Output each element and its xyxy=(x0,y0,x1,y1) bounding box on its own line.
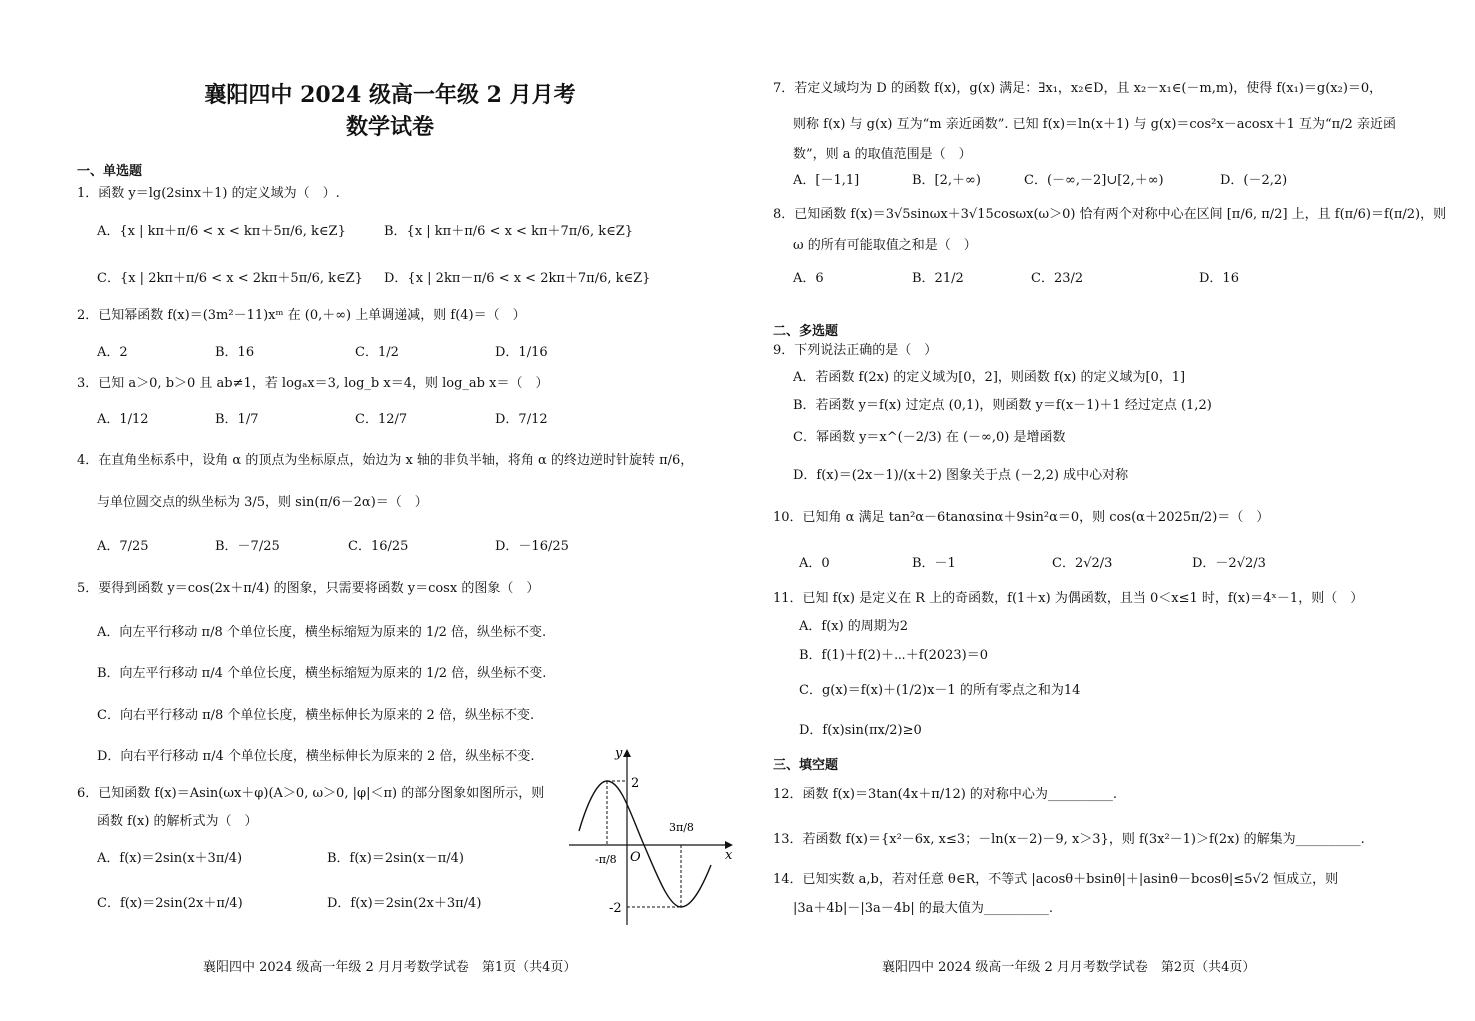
q11-option-a: A．f(x) 的周期为2 xyxy=(799,619,909,634)
q7-option-c: C．(－∞,－2]∪[2,＋∞) xyxy=(1024,173,1164,188)
q7-option-a: A．[－1,1] xyxy=(793,173,860,188)
graph-right-mark-label: 3π/8 xyxy=(669,821,694,834)
q6-option-a: A．f(x)＝2sin(x＋3π/4) xyxy=(97,851,243,866)
question-11: 11．已知 f(x) 是定义在 R 上的奇函数，f(1＋x) 为偶函数，且当 0＜x≤1 时，f(x)＝4ˣ－1，则（ ） xyxy=(773,591,1364,606)
q4-option-b: B．－7/25 xyxy=(215,539,280,554)
q3-option-d: D．7/12 xyxy=(495,412,548,427)
q7-option-b: B．[2,＋∞) xyxy=(912,173,981,188)
q6-option-d: D．f(x)＝2sin(2x＋3π/4) xyxy=(327,896,482,911)
question-4-line-2: 与单位圆交点的纵坐标为 3/5，则 sin(π/6－2α)＝（ ） xyxy=(97,495,428,510)
graph-origin-label: O xyxy=(630,850,641,865)
graph-min-label: -2 xyxy=(609,901,622,916)
q2-option-c: C．1/2 xyxy=(355,345,399,360)
q3-option-c: C．12/7 xyxy=(355,412,408,427)
question-2: 2．已知幂函数 f(x)＝(3m²－11)xᵐ 在 (0,＋∞) 上单调递减，则 f(4)＝（ ） xyxy=(77,308,526,323)
question-10: 10．已知角 α 满足 tan²α－6tanαsinα＋9sin²α＝0，则 cos(α＋2025π/2)＝（ ） xyxy=(773,510,1270,525)
question-12: 12．函数 f(x)＝3tan(4x＋π/12) 的对称中心为__________. xyxy=(773,787,1118,802)
q1-option-d: D．{x | 2kπ－π/6 < x < 2kπ＋7π/6, k∈Z} xyxy=(384,271,651,286)
exam-page-2 xyxy=(737,0,1475,1021)
question-8-line-2: ω 的所有可能取值之和是（ ） xyxy=(793,238,977,253)
question-7-line-1: 7．若定义域均为 D 的函数 f(x)，g(x) 满足：∃x₁，x₂∈D，且 x₂－x₁∈(－m,m)，使得 f(x₁)＝g(x₂)＝0， xyxy=(773,81,1383,96)
question-13: 13．若函数 f(x)＝{x²－6x, x≤3；－ln(x－2)－9, x＞3}，则 f(3x²－1)＞f(2x) 的解集为__________. xyxy=(773,832,1365,847)
q6-option-c: C．f(x)＝2sin(2x＋π/4) xyxy=(97,896,243,911)
y-axis-arrow xyxy=(623,749,631,757)
section-single-choice: 一、单选题 xyxy=(77,164,143,179)
graph-max-label: 2 xyxy=(631,776,640,791)
q9-option-a: A．若函数 f(2x) 的定义域为[0，2]，则函数 f(x) 的定义域为[0，1] xyxy=(793,370,1186,385)
sine-graph-figure xyxy=(565,745,737,930)
q3-option-a: A．1/12 xyxy=(97,412,149,427)
q8-option-d: D．16 xyxy=(1199,271,1239,286)
q4-option-a: A．7/25 xyxy=(97,539,149,554)
page-1-footer: 襄阳四中 2024 级高一年级 2 月月考数学试卷 第1页（共4页） xyxy=(203,960,577,975)
q7-option-d: D．(－2,2) xyxy=(1220,173,1288,188)
q11-option-b: B．f(1)＋f(2)＋⋯＋f(2023)＝0 xyxy=(799,648,989,663)
graph-y-label: y xyxy=(615,746,623,761)
question-6-line-1: 6．已知函数 f(x)＝Asin(ωx＋φ)(A＞0, ω＞0, |φ|＜π) 的部分图象如图所示，则 xyxy=(77,786,545,801)
q8-option-a: A．6 xyxy=(793,271,824,286)
q2-option-b: B．16 xyxy=(215,345,255,360)
graph-left-zero-label: -π/8 xyxy=(595,853,617,866)
q10-option-b: B．－1 xyxy=(912,556,956,571)
exam-page-1 xyxy=(0,0,737,1021)
q5-option-a: A．向左平行移动 π/8 个单位长度，横坐标缩短为原来的 1/2 倍，纵坐标不变. xyxy=(97,625,547,640)
q6-option-b: B．f(x)＝2sin(x－π/4) xyxy=(327,851,464,866)
question-7-line-3: 数”，则 a 的取值范围是（ ） xyxy=(793,147,972,162)
question-1: 1．函数 y＝lg(2sinx＋1) 的定义域为（ ）. xyxy=(77,186,340,201)
q9-option-d: D．f(x)＝(2x－1)/(x＋2) 图象关于点 (－2,2) 成中心对称 xyxy=(793,468,1129,483)
q2-option-a: A．2 xyxy=(97,345,128,360)
question-3: 3．已知 a＞0, b＞0 且 ab≠1，若 logₐx＝3, log_b x＝4，则 log_ab x＝（ ） xyxy=(77,376,549,391)
q5-option-b: B．向左平行移动 π/4 个单位长度，横坐标缩短为原来的 1/2 倍，纵坐标不变. xyxy=(97,666,547,681)
question-9: 9．下列说法正确的是（ ） xyxy=(773,343,938,358)
question-14-line-2: |3a＋4b|－|3a－4b| 的最大值为__________. xyxy=(793,901,1054,916)
q4-option-c: C．16/25 xyxy=(348,539,409,554)
q9-option-c: C．幂函数 y＝x^(－2/3) 在 (－∞,0) 是增函数 xyxy=(793,430,1066,445)
q8-option-b: B．21/2 xyxy=(912,271,964,286)
q10-option-a: A．0 xyxy=(799,556,830,571)
question-4-line-1: 4．在直角坐标系中，设角 α 的顶点为坐标原点，始边为 x 轴的非负半轴，将角 α 的终边逆时针旋转 π/6， xyxy=(77,453,694,468)
section-fill-in: 三、填空题 xyxy=(773,758,839,773)
sine-curve xyxy=(579,781,711,907)
q4-option-d: D．－16/25 xyxy=(495,539,569,554)
q3-option-b: B．1/7 xyxy=(215,412,259,427)
q9-option-b: B．若函数 y＝f(x) 过定点 (0,1)，则函数 y＝f(x－1)＋1 经过定点 (1,2) xyxy=(793,398,1212,413)
question-5: 5．要得到函数 y＝cos(2x＋π/4) 的图象，只需要将函数 y＝cosx 的图象（ ） xyxy=(77,581,540,596)
q10-option-c: C．2√2/3 xyxy=(1052,556,1113,571)
exam-subtitle: 数学试卷 xyxy=(345,114,434,140)
q5-option-d: D．向右平行移动 π/4 个单位长度，横坐标伸长为原来的 2 倍，纵坐标不变. xyxy=(97,749,535,764)
graph-x-label: x xyxy=(725,848,733,863)
question-8-line-1: 8．已知函数 f(x)＝3√5sinωx＋3√15cosωx(ω＞0) 恰有两个对称中心在区间 [π/6, π/2] 上，且 f(π/6)＝f(π/2)，则 xyxy=(773,207,1447,222)
page-2-footer: 襄阳四中 2024 级高一年级 2 月月考数学试卷 第2页（共4页） xyxy=(882,960,1256,975)
section-multiple-choice: 二、多选题 xyxy=(773,324,839,339)
q1-option-b: B．{x | kπ＋π/6 < x < kπ＋7π/6, k∈Z} xyxy=(384,224,634,239)
question-7-line-2: 则称 f(x) 与 g(x) 互为“m 亲近函数”. 已知 f(x)＝ln(x＋1) 与 g(x)＝cos²x－acosx＋1 互为“π/2 亲近函 xyxy=(793,117,1396,132)
question-6-line-2: 函数 f(x) 的解析式为（ ） xyxy=(97,814,258,829)
q8-option-c: C．23/2 xyxy=(1031,271,1084,286)
q2-option-d: D．1/16 xyxy=(495,345,548,360)
q5-option-c: C．向右平行移动 π/8 个单位长度，横坐标伸长为原来的 2 倍，纵坐标不变. xyxy=(97,708,535,723)
question-14-line-1: 14．已知实数 a,b，若对任意 θ∈R，不等式 |acosθ＋bsinθ|＋|asinθ－bcosθ|≤5√2 恒成立，则 xyxy=(773,872,1339,887)
q1-option-a: A．{x | kπ＋π/6 < x < kπ＋5π/6, k∈Z} xyxy=(97,224,346,239)
q11-option-c: C．g(x)＝f(x)＋(1/2)x－1 的所有零点之和为14 xyxy=(799,683,1081,698)
exam-title: 襄阳四中 2024 级高一年级 2 月月考 xyxy=(204,82,576,108)
q10-option-d: D．－2√2/3 xyxy=(1192,556,1266,571)
q1-option-c: C．{x | 2kπ＋π/6 < x < 2kπ＋5π/6, k∈Z} xyxy=(97,271,363,286)
q11-option-d: D．f(x)sin(πx/2)≥0 xyxy=(799,723,922,738)
